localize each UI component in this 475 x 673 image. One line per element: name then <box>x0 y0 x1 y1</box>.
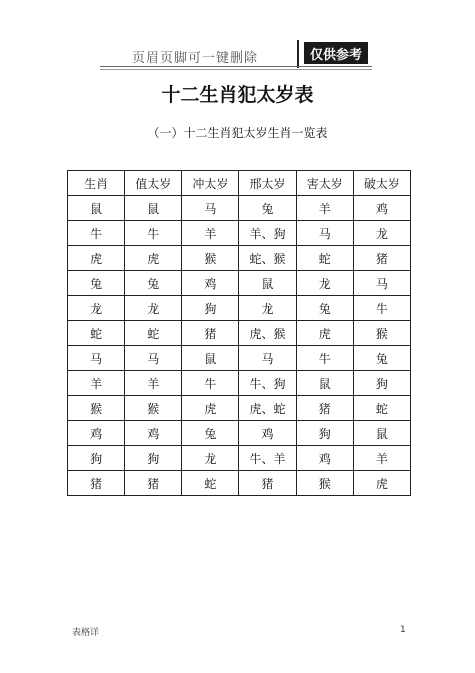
table-cell: 虎 <box>182 396 239 421</box>
table-cell: 马 <box>68 346 125 371</box>
table-row <box>68 321 411 346</box>
table-cell: 兔 <box>125 271 182 296</box>
table-cell: 狗 <box>68 446 125 471</box>
table-cell: 蛇、猴 <box>239 246 296 271</box>
zodiac-table <box>67 170 411 496</box>
table-cell: 猴 <box>353 321 410 346</box>
table-cell: 兔 <box>182 421 239 446</box>
table-cell: 狗 <box>353 371 410 396</box>
table-cell: 羊 <box>353 446 410 471</box>
table-cell: 鸡 <box>68 421 125 446</box>
table-header-row <box>68 171 411 196</box>
table-cell: 牛 <box>296 346 353 371</box>
table-cell: 猴 <box>182 246 239 271</box>
column-header: 生肖 <box>68 171 125 196</box>
table-cell: 龙 <box>68 296 125 321</box>
table-cell: 蛇 <box>353 396 410 421</box>
table-cell: 牛、羊 <box>239 446 296 471</box>
table-cell: 猪 <box>68 471 125 496</box>
page-number: 1 <box>400 625 406 635</box>
table-cell: 狗 <box>296 421 353 446</box>
table-row <box>68 396 411 421</box>
table-cell: 猴 <box>296 471 353 496</box>
header-rule <box>100 66 372 67</box>
table-cell: 马 <box>353 271 410 296</box>
table-row <box>68 221 411 246</box>
table-cell: 羊 <box>68 371 125 396</box>
table-cell: 鼠 <box>353 421 410 446</box>
header-separator <box>297 40 299 68</box>
table-cell: 马 <box>296 221 353 246</box>
table-cell: 狗 <box>182 296 239 321</box>
table-row <box>68 421 411 446</box>
table-cell: 猪 <box>353 246 410 271</box>
table-cell: 龙 <box>239 296 296 321</box>
table-row <box>68 271 411 296</box>
table-cell: 鸡 <box>125 421 182 446</box>
page-header-text: 页眉页脚可一键删除 <box>132 51 259 66</box>
table-cell: 羊 <box>125 371 182 396</box>
table-cell: 猪 <box>125 471 182 496</box>
table-cell: 狗 <box>125 446 182 471</box>
table-row <box>68 296 411 321</box>
table-row <box>68 446 411 471</box>
table-cell: 蛇 <box>182 471 239 496</box>
table-cell: 羊 <box>182 221 239 246</box>
table-cell: 羊、狗 <box>239 221 296 246</box>
table-row <box>68 346 411 371</box>
table-cell: 龙 <box>296 271 353 296</box>
column-header: 害太岁 <box>296 171 353 196</box>
table-cell: 虎、猴 <box>239 321 296 346</box>
table-cell: 牛 <box>68 221 125 246</box>
table-cell: 兔 <box>68 271 125 296</box>
table-cell: 猪 <box>296 396 353 421</box>
table-cell: 马 <box>239 346 296 371</box>
table-body <box>68 196 411 496</box>
table-cell: 鸡 <box>353 196 410 221</box>
table-cell: 虎、蛇 <box>239 396 296 421</box>
table-cell: 蛇 <box>125 321 182 346</box>
table-cell: 龙 <box>182 446 239 471</box>
table-row <box>68 471 411 496</box>
table-subtitle: （一）十二生肖犯太岁生肖一览表 <box>147 126 328 140</box>
table-cell: 虎 <box>68 246 125 271</box>
table-cell: 兔 <box>239 196 296 221</box>
table-row <box>68 371 411 396</box>
table-cell: 猪 <box>239 471 296 496</box>
table-cell: 龙 <box>353 221 410 246</box>
table-cell: 牛 <box>353 296 410 321</box>
table-cell: 牛、狗 <box>239 371 296 396</box>
table-cell: 虎 <box>353 471 410 496</box>
table-cell: 牛 <box>182 371 239 396</box>
table-cell: 猴 <box>125 396 182 421</box>
table-cell: 猴 <box>68 396 125 421</box>
footer-text: 表格详 <box>72 628 100 638</box>
page-title: 十二生肖犯太岁表 <box>161 84 314 106</box>
table-cell: 龙 <box>125 296 182 321</box>
table-cell: 虎 <box>296 321 353 346</box>
table-cell: 鼠 <box>296 371 353 396</box>
table-cell: 马 <box>182 196 239 221</box>
column-header: 破太岁 <box>353 171 410 196</box>
table-cell: 鼠 <box>68 196 125 221</box>
table-cell: 蛇 <box>68 321 125 346</box>
table-cell: 鼠 <box>239 271 296 296</box>
table-cell: 鸡 <box>182 271 239 296</box>
table-row <box>68 196 411 221</box>
table-cell: 兔 <box>353 346 410 371</box>
table-cell: 羊 <box>296 196 353 221</box>
header-rule-secondary <box>100 69 372 70</box>
table-row <box>68 246 411 271</box>
column-header: 冲太岁 <box>182 171 239 196</box>
table-cell: 鼠 <box>125 196 182 221</box>
table-cell: 猪 <box>182 321 239 346</box>
table-cell: 兔 <box>296 296 353 321</box>
table-cell: 鸡 <box>239 421 296 446</box>
table-cell: 蛇 <box>296 246 353 271</box>
table-cell: 鸡 <box>296 446 353 471</box>
table-cell: 牛 <box>125 221 182 246</box>
column-header: 邢太岁 <box>239 171 296 196</box>
table-cell: 马 <box>125 346 182 371</box>
table-cell: 鼠 <box>182 346 239 371</box>
reference-badge: 仅供参考 <box>304 42 368 64</box>
column-header: 值太岁 <box>125 171 182 196</box>
table-cell: 虎 <box>125 246 182 271</box>
